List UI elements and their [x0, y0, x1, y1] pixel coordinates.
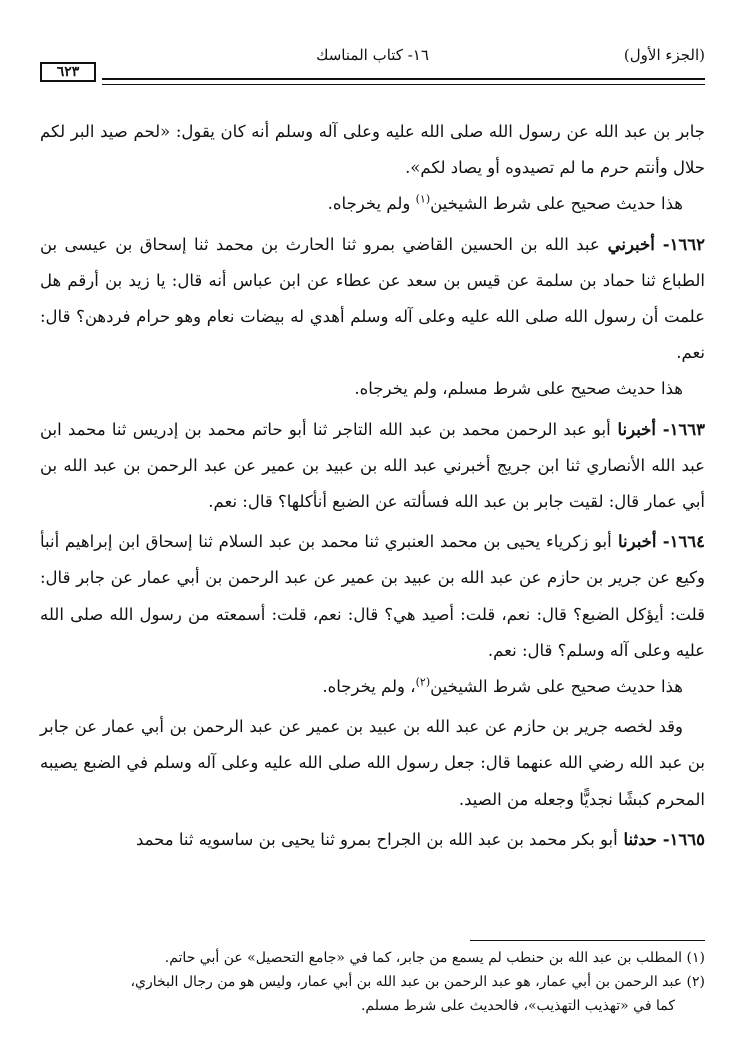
hadith-number: ١٦٦٥- [656, 829, 705, 849]
paragraph: وقد لخصه جرير بن حازم عن عبد الله بن عبيد بن عمير عن عبد الرحمن بن أبي عمار عن جابر بن عبد الله رضي الله عنهما قال: جعل رسول الله صلى الله عليه وعلى آله وسلم في الضبع يصيبه المحرم كبشًا نجديًّا وجعله من الصيد. [40, 717, 705, 809]
hadith-entry: ١٦٦٤- أخبرنا أبو زكرياء يحيى بن محمد العنبري ثنا محمد بن عبد السلام ثنا إسحاق ابن إبراهيم أنبأ وكيع عن جرير بن حازم عن عبد الله بن عبيد بن عمير عن عبد الرحمن بن أبي عمار عن جابر قال: قلت: أيؤكل الضبع؟ قال: نعم، قلت: أصيد هي؟ قال: نعم، قلت: أسمعته من رسول الله صلى الله عليه وعلى آله وسلم؟ قال: نعم. [40, 532, 706, 660]
ruling-paragraph: هذا حديث صحيح على شرط مسلم، ولم يخرجاه. [354, 379, 683, 399]
main-text [40, 114, 705, 858]
footnote-continuation: كما في «تهذيب التهذيب»، فالحديث على شرط مسلم. [360, 998, 675, 1014]
footnote-marker: (٢) [415, 675, 431, 689]
chapter-title: ١٦- كتاب المناسك [316, 46, 429, 64]
hadith-number: ١٦٦٢- [654, 234, 706, 254]
hadith-entry: ١٦٦٢- أخبرني عبد الله بن الحسين القاضي بمرو ثنا الحارث بن محمد ثنا إسحاق بن عيسى بن الطباع ثنا حماد بن سلمة عن قيس بن سعد عن عطاء عن ابن عباس أنه قال: يا زيد بن أرقم هل علمت أن رسول الله صلى الله عليه وعلى آله وسلم أهدي له بيضات نعام وهو حرام فردهن؟ قال: نعم. [40, 234, 706, 363]
paragraph: جابر بن عبد الله عن رسول الله صلى الله عليه وعلى آله وسلم أنه كان يقول: «لحم صيد البر لكم حلال وأنتم حرم ما لم تصيدوه أو يصاد لكم». [40, 122, 705, 178]
hadith-number: ١٦٦٣- [655, 419, 706, 439]
footnote: (٢) عبد الرحمن بن أبي عمار، هو عبد الرحمن بن عبد الله بن أبي عمار، وليس هو من رجال البخاري، [130, 974, 705, 990]
footnote-marker: (١) [415, 192, 431, 206]
hadith-entry: ١٦٦٣- أخبرنا أبو عبد الرحمن محمد بن عبد الله التاجر ثنا أبو حاتم محمد بن إدريس ثنا محمد ابن عبد الله الأنصاري ثنا ابن جريج أخبرني عبد الله بن عبيد بن عمير عن عبد الرحمن بن عبد الله بن أبي عمار قال: لقيت جابر بن عبد الله فسألته عن الضبع أنأكلها؟ قال: نعم. [40, 419, 706, 512]
page-number: ٦٢٣ [40, 62, 96, 82]
running-header [40, 44, 705, 80]
ruling-paragraph: هذا حديث صحيح على شرط الشيخين$^{(١)}$ ولم يخرجاه. [327, 192, 683, 214]
footnotes [40, 946, 705, 1018]
header-rule-thin [102, 84, 705, 85]
hadith-entry: ١٦٦٥- حدثنا أبو بكر محمد بن عبد الله بن الجراح بمرو ثنا يحيى بن ساسويه ثنا محمد [135, 829, 705, 849]
footnote: (١) المطلب بن عبد الله بن حنطب لم يسمع من جابر، كما في «جامع التحصيل» عن أبي حاتم. [164, 950, 705, 966]
ruling-paragraph: هذا حديث صحيح على شرط الشيخين$^{(٢)}$، ولم يخرجاه. [322, 675, 683, 697]
header-rule-thick [102, 78, 705, 80]
footnote-separator [470, 940, 705, 941]
hadith-number: ١٦٦٤- [656, 532, 706, 552]
volume-label: (الجزء الأول) [623, 46, 705, 64]
